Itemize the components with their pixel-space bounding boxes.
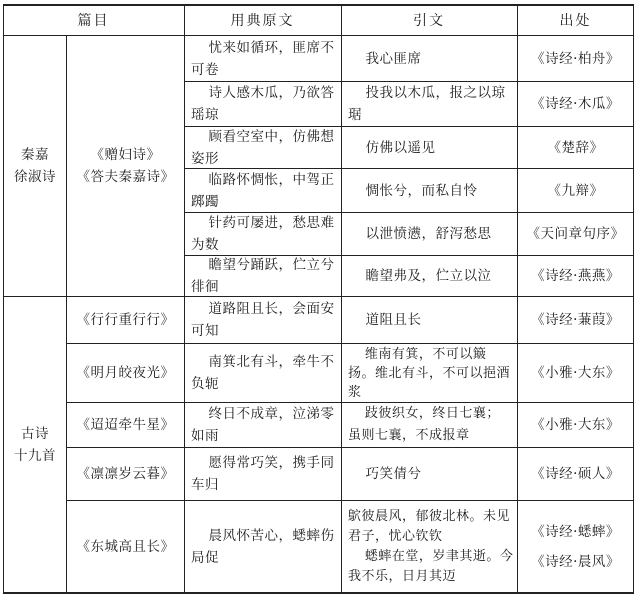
group-author-line: 古诗 (21, 425, 49, 442)
source-text: 《诗经·硕人》 (531, 466, 620, 482)
quote-text: 维南有箕，不可以簸扬。维北有斗，不可以挹酒浆 (348, 346, 511, 400)
header-original: 用典原文 (230, 12, 295, 29)
original-text: 针药可屡进，愁思难为数 (191, 215, 335, 253)
original-text: 终日不成章，泣涕零如雨 (191, 406, 335, 444)
poem-title: 《凛凛岁云暮》 (76, 466, 175, 482)
source-text: 《诗经·蒹葭》 (531, 312, 620, 328)
group-titles (67, 36, 184, 296)
quote-text: 以泄愤懑，舒泻愁思 (365, 226, 492, 242)
original-text: 道路阻且长，会面安可知 (191, 301, 335, 339)
source-text: 《天问章句序》 (526, 226, 625, 242)
original-text: 愿得常巧笑，携手同车归 (191, 455, 335, 493)
original-text: 瞻望兮踊跃，伫立兮徘徊 (191, 257, 335, 295)
poem-title: 《赠妇诗》 (90, 147, 161, 163)
original-text: 晨风怀苦心，蟋蟀伤局促 (191, 527, 335, 566)
original-text: 诗人感木瓜，乃欲答瑶琼 (191, 85, 335, 123)
original-text: 顾看空室中，仿佛想姿形 (191, 128, 335, 167)
source-text: 《诗经·木瓜》 (531, 96, 620, 112)
source-text: 《诗经·蟋蟀》 (531, 523, 620, 540)
quote-text: 道阻且长 (365, 312, 422, 328)
quote-text: 跂彼织女，终日七襄；虽则七襄，不成报章 (348, 406, 500, 443)
header-section: 篇目 (77, 12, 110, 29)
quote-text: 我心匪席 (365, 50, 422, 67)
source-text: 《小雅·大东》 (531, 365, 620, 381)
poem-title: 《明月皎夜光》 (76, 365, 175, 381)
poem-title: 《东城高且长》 (76, 538, 175, 555)
quote-text: 投我以木瓜，报之以琼琚 (348, 85, 506, 123)
allusion-table (3, 4, 634, 594)
source-text: 《诗经·燕燕》 (531, 268, 620, 284)
original-text: 忧来如循环，匪席不可卷 (191, 39, 335, 78)
quote-text: 巧笑倩兮 (365, 466, 422, 482)
source-text: 《楚辞》 (547, 139, 604, 156)
quote-text: 惆怅兮，而私自怜 (365, 182, 478, 199)
group-author-line: 秦嘉 (21, 147, 49, 163)
header-source: 出处 (559, 12, 592, 29)
source-text: 《九辩》 (547, 182, 604, 199)
quote-text: 瞻望弗及，伫立以泣 (365, 268, 492, 284)
quote-text: 鴥彼晨风，郁彼北林。未见君子，忧心钦钦 (348, 508, 511, 544)
poem-title: 《迢迢牵牛星》 (76, 417, 175, 433)
original-text: 临路怀惆怅，中驾正踯躅 (191, 171, 335, 210)
group-author (4, 297, 66, 592)
group-author-line: 徐淑诗 (14, 169, 56, 185)
poem-title: 《行行重行行》 (76, 312, 175, 328)
quote-text: 仿佛以遥见 (365, 139, 436, 156)
source-text: 《小雅·大东》 (531, 417, 620, 433)
header-quote: 引文 (413, 12, 445, 29)
original-text: 南箕北有斗，牵牛不负轭 (191, 354, 335, 392)
quote-block (342, 501, 517, 592)
source-text: 《诗经·晨风》 (531, 553, 620, 570)
source-block (518, 501, 633, 592)
group-author (4, 36, 66, 296)
group-author-line: 十九首 (14, 447, 56, 464)
quote-text: 蟋蟀在堂，岁聿其逝。今我不乐，日月其迈 (348, 548, 514, 584)
source-text: 《诗经·柏舟》 (531, 50, 620, 67)
poem-title: 《答夫秦嘉诗》 (76, 169, 175, 185)
